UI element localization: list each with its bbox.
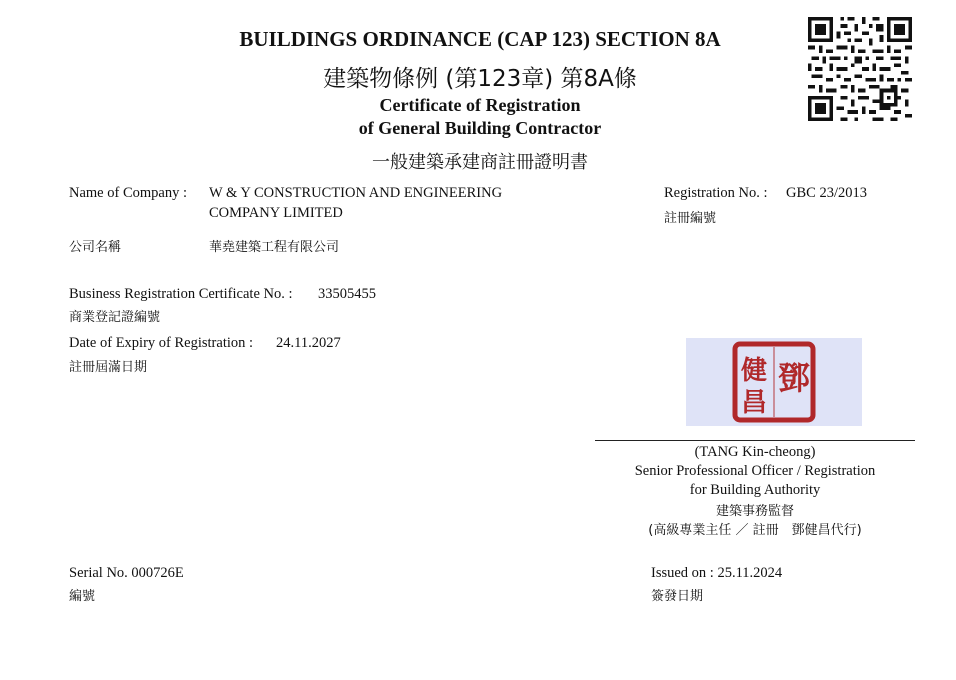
registration-no-label-zh: 註冊編號 (664, 211, 717, 226)
company-name-label: Name of Company : (69, 185, 187, 201)
signatory-title-line2: for Building Authority (689, 482, 821, 498)
company-name-label-zh: 公司名稱 (69, 240, 122, 255)
certificate-title-line2: of General Building Contractor (358, 118, 602, 138)
registration-no-label: Registration No. : (664, 185, 768, 201)
seal-char-given-2: 昌 (740, 388, 768, 418)
signatory-name: (TANG Kin-cheong) (694, 444, 816, 460)
serial-number-label-zh: 編號 (69, 589, 96, 604)
signatory-title-line1: Senior Professional Officer / Registration (634, 463, 876, 479)
business-registration-value: 33505455 (318, 286, 376, 302)
expiry-date-value: 24.11.2027 (276, 335, 341, 351)
expiry-date-label: Date of Expiry of Registration : (69, 335, 254, 351)
qr-code-icon (808, 17, 912, 121)
official-seal-stamp (732, 341, 816, 423)
issued-date: Issued on : 25.11.2024 (651, 565, 783, 581)
company-name-line1: W & Y CONSTRUCTION AND ENGINEERING (209, 185, 503, 201)
business-registration-label: Business Registration Certificate No. : (69, 286, 293, 302)
company-name-zh: 華堯建築工程有限公司 (209, 240, 340, 255)
ordinance-title-en: BUILDINGS ORDINANCE (CAP 123) SECTION 8A (239, 27, 721, 51)
serial-number: Serial No. 000726E (69, 565, 184, 581)
expiry-date-label-zh: 註冊屆滿日期 (69, 360, 148, 375)
company-name-line2: COMPANY LIMITED (209, 205, 343, 221)
registration-no-value: GBC 23/2013 (786, 185, 867, 201)
signature-line (595, 440, 915, 441)
signatory-title-zh2: (高級專業主任 ／ 註冊 鄧健昌代行) (648, 523, 862, 538)
certificate-title-line1: Certificate of Registration (379, 95, 581, 115)
ordinance-title-zh: 建築物條例 (第123章) 第8A條 (323, 66, 637, 92)
business-registration-label-zh: 商業登記證編號 (69, 310, 161, 325)
certificate-title-zh: 一般建築承建商註冊證明書 (372, 152, 588, 173)
seal-char-surname: 鄧 (777, 359, 811, 397)
signatory-title-zh1: 建築事務監督 (715, 504, 794, 519)
issued-date-label-zh: 簽發日期 (651, 589, 704, 604)
seal-char-given-1: 健 (740, 356, 768, 386)
